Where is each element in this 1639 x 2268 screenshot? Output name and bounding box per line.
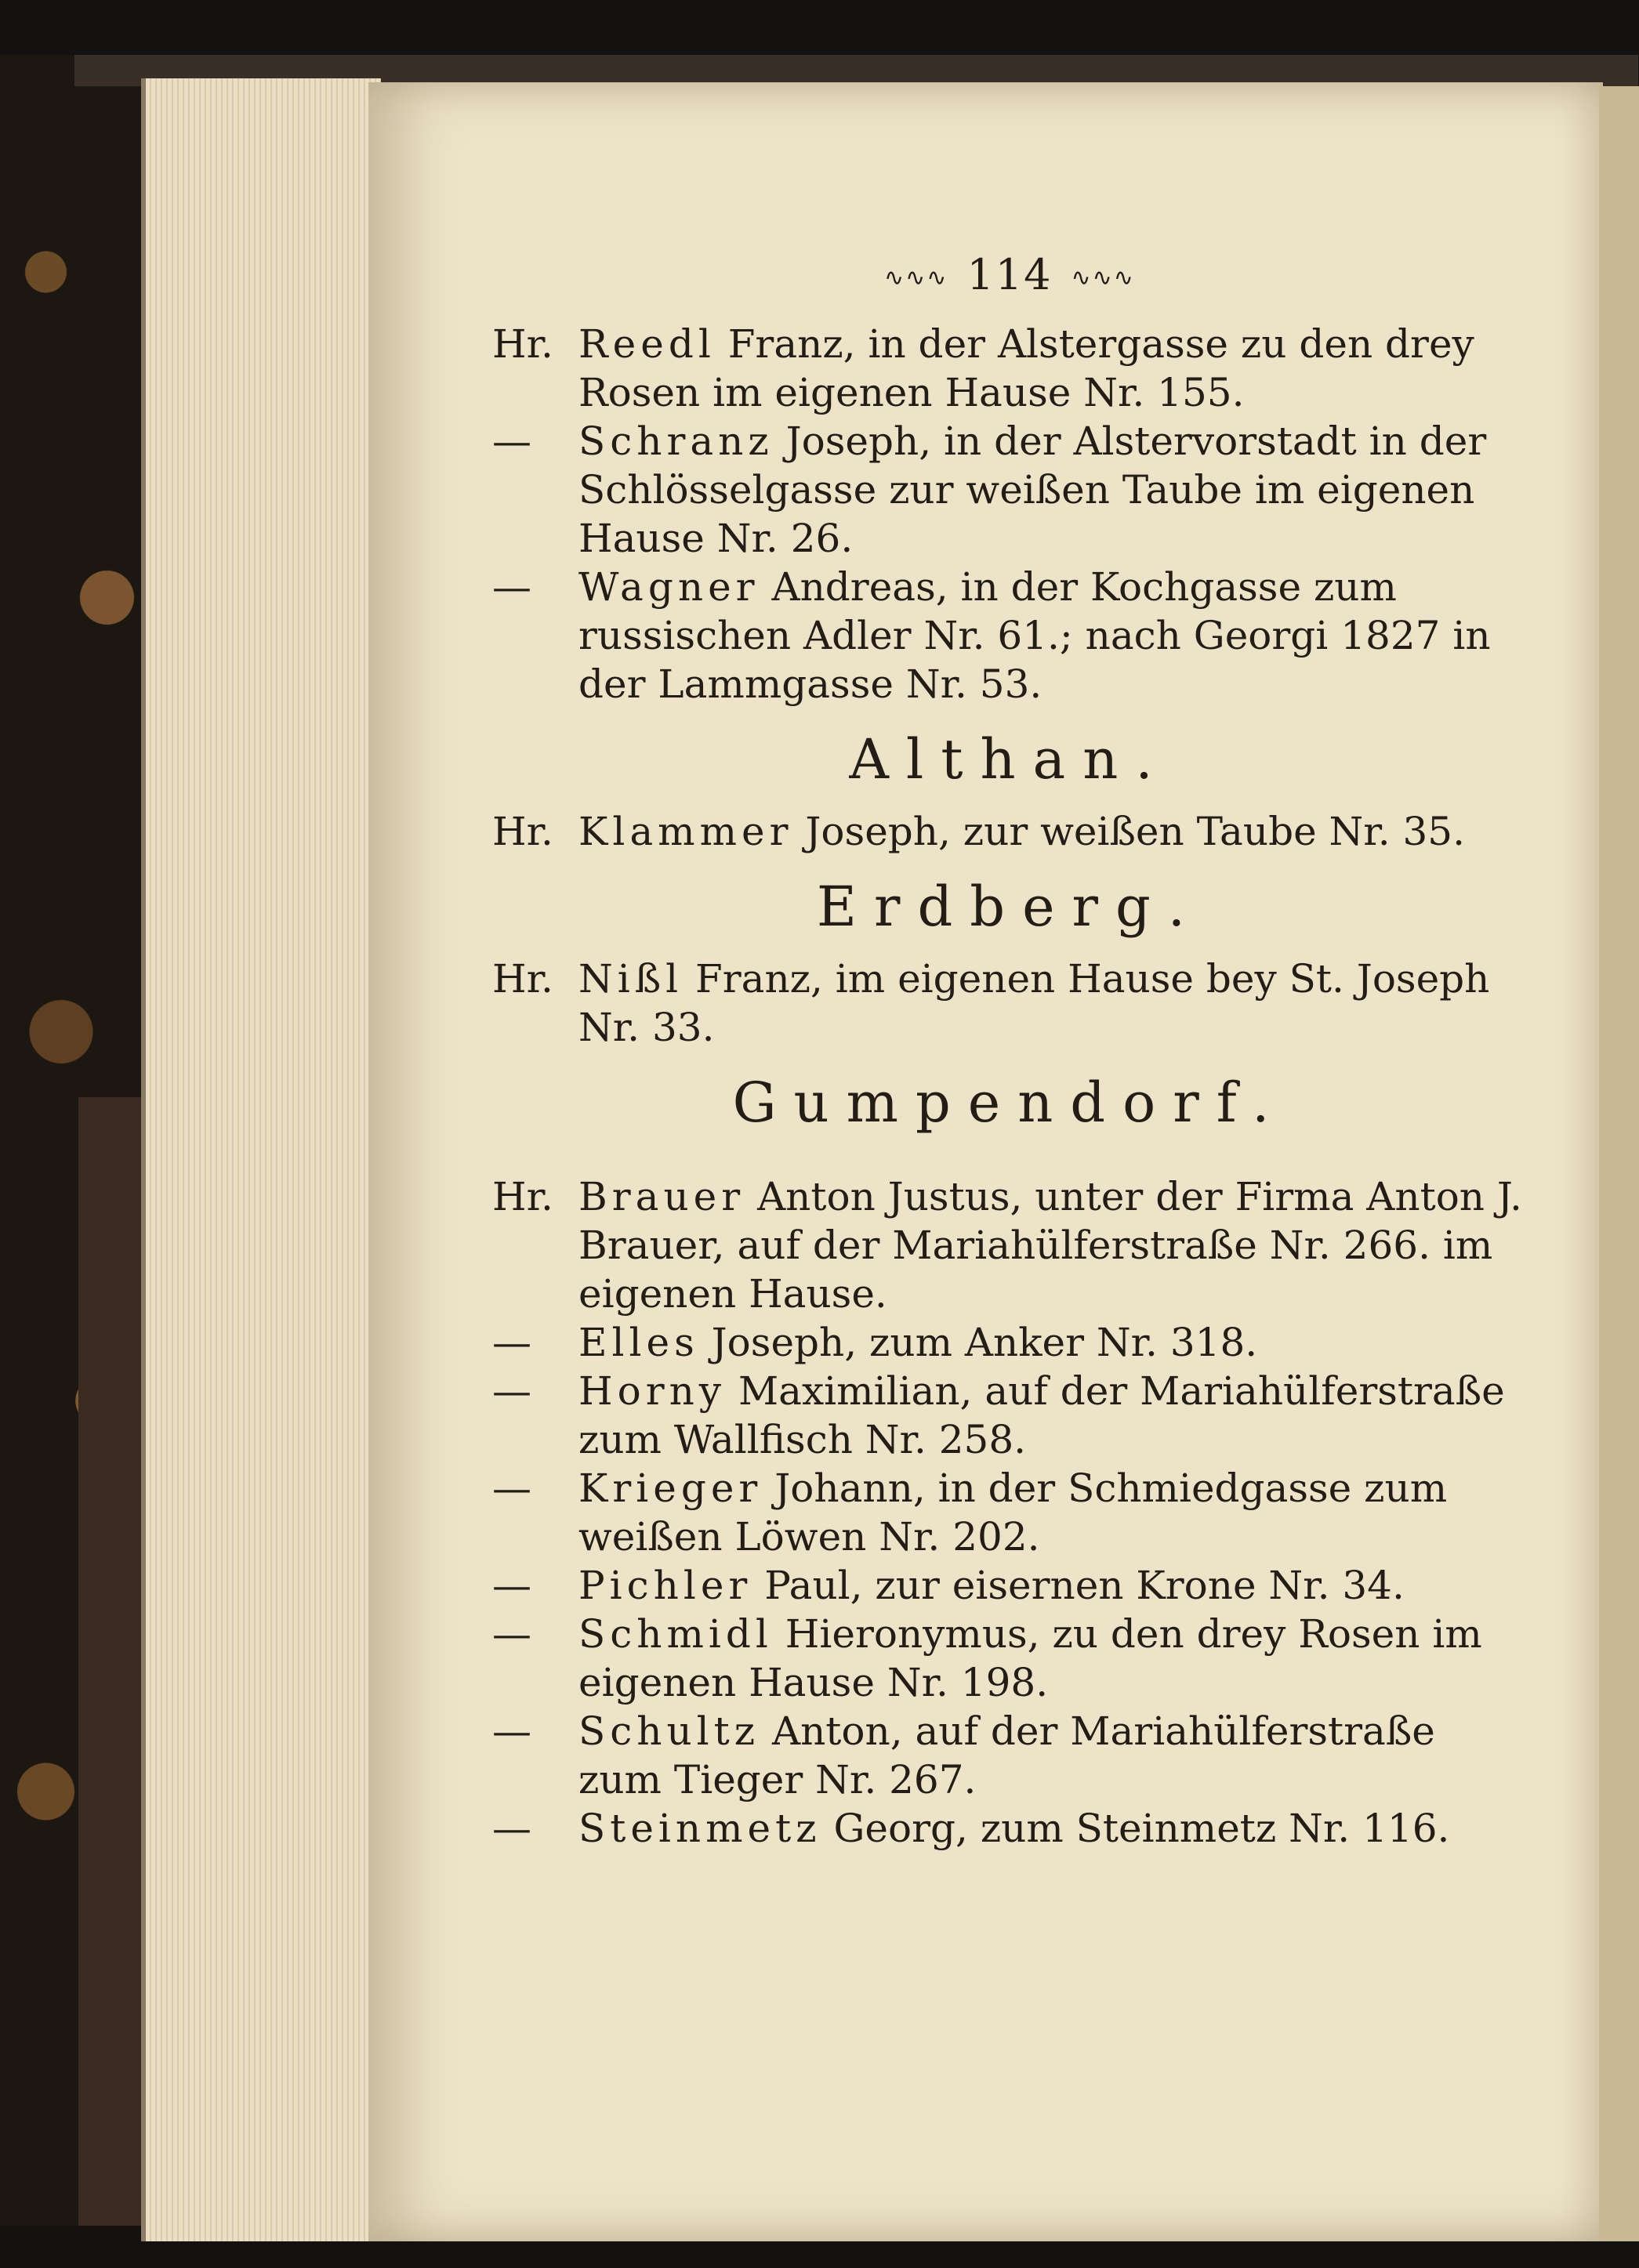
entry-name: Schranz [578, 418, 774, 464]
entry-name: Brauer [578, 1174, 745, 1219]
entry-text: Joseph, zur weißen Taube Nr. 35. [805, 809, 1466, 854]
entry-text: Maximilian, auf der Mariahülferstraße zum Wallfisch Nr. 258. [578, 1368, 1505, 1462]
header-ornament-left: ∿∿∿ [884, 264, 948, 292]
entry-lead: — [492, 1368, 531, 1414]
entry-lead: — [492, 1611, 531, 1657]
entry-lead: — [492, 564, 531, 610]
section-heading: Althan. [849, 727, 1170, 792]
cover-corner [78, 1097, 141, 2226]
entry-list [492, 320, 1527, 708]
next-page-edge [1599, 86, 1639, 2241]
header-ornament-right: ∿∿∿ [1071, 264, 1135, 292]
entry [492, 563, 1527, 708]
entry-lead: Hr. [492, 956, 553, 1002]
entry-name: Klammer [578, 809, 793, 854]
spacer [492, 1150, 1527, 1172]
entry-text: Andreas, in der Kochgasse zum russischen Adler Nr. 61.; nach Georgi 1827 in der Lammgasse Nr. 53. [578, 564, 1491, 707]
entry-text: Franz, in der Alstergasse zu den drey Rosen im eigenen Hause Nr. 155. [578, 321, 1474, 415]
entry [492, 1610, 1527, 1707]
entry-name: Schultz [578, 1708, 760, 1754]
entry-name: Reedl [578, 321, 716, 367]
entry-lead: Hr. [492, 809, 553, 854]
entry-lead: — [492, 1320, 531, 1365]
entry [492, 1804, 1527, 1853]
entry [492, 417, 1527, 563]
entry-name: Pichler [578, 1563, 752, 1608]
entry-name: Wagner [578, 564, 760, 610]
section-heading: Erdberg. [816, 875, 1203, 939]
entry [492, 1707, 1527, 1804]
entry-text: Paul, zur eisernen Krone Nr. 34. [764, 1563, 1405, 1608]
entry-lead: — [492, 1708, 531, 1754]
entry-lead: — [492, 1563, 531, 1608]
entry-name: Horny [578, 1368, 727, 1414]
entry-name: Krieger [578, 1466, 763, 1511]
entry-text: Georg, zum Steinmetz Nr. 116. [833, 1806, 1450, 1851]
entry [492, 1464, 1527, 1561]
entry [492, 1172, 1527, 1318]
entry-lead: — [492, 1806, 531, 1851]
entry-list [492, 955, 1527, 1052]
entry-list [492, 1172, 1527, 1853]
entry-lead: Hr. [492, 321, 553, 367]
entry [492, 1367, 1527, 1464]
entry-list [492, 807, 1527, 856]
entry [492, 1561, 1527, 1610]
entry-text: Joseph, in der Alstervorstadt in der Schlösselgasse zur weißen Taube im eigenen Hause Nr. 26. [578, 418, 1487, 561]
entry-text: Anton, auf der Mariahülferstraße zum Tieger Nr. 267. [578, 1708, 1435, 1802]
entry-lead: — [492, 1466, 531, 1511]
entry-lead: — [492, 418, 531, 464]
entry [492, 955, 1527, 1052]
page-header [492, 251, 1527, 303]
entry-text: Johann, in der Schmiedgasse zum weißen Löwen Nr. 202. [578, 1466, 1448, 1560]
entry-name: Schmidl [578, 1611, 773, 1657]
entry-text: Joseph, zum Anker Nr. 318. [711, 1320, 1258, 1365]
entry [492, 320, 1527, 417]
entry [492, 1318, 1527, 1367]
page-text [492, 251, 1527, 1853]
entry-name: Elles [578, 1320, 699, 1365]
entry-text: Hieronymus, zu den drey Rosen im eigenen Hause Nr. 198. [578, 1611, 1482, 1705]
entry-lead: Hr. [492, 1174, 553, 1219]
entry-name: Nißl [578, 956, 684, 1002]
page-number: 114 [966, 250, 1053, 299]
entry-text: Franz, im eigenen Hause bey St. Joseph Nr. 33. [578, 956, 1490, 1050]
entry-text: Anton Justus, unter der Firma Anton J. Brauer, auf der Mariahülferstraße Nr. 266. im eigenen Hause. [578, 1174, 1522, 1317]
section-heading: Gumpendorf. [732, 1071, 1287, 1135]
entry-name: Steinmetz [578, 1806, 821, 1851]
page-edges [141, 78, 381, 2241]
entry [492, 807, 1527, 856]
